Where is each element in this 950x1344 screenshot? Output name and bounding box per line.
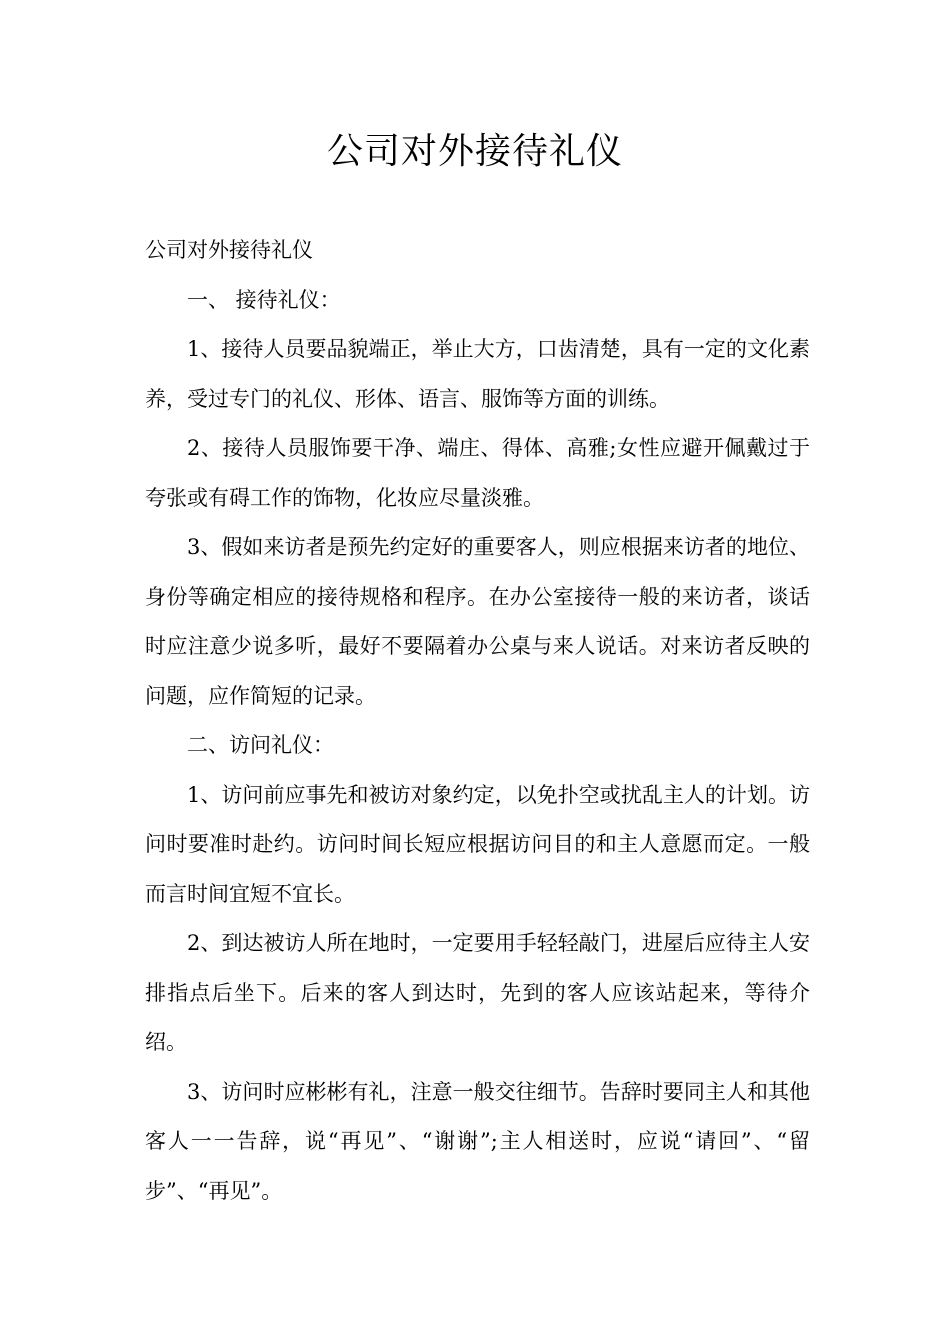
reception-item-1: 1、接待人员要品貌端正，举止大方，口齿清楚，具有一定的文化素养，受过专门的礼仪、形体、语言、服饰等方面的训练。 xyxy=(145,337,810,411)
visit-item-1: 1、访问前应事先和被访对象约定，以免扑空或扰乱主人的计划。访问时要准时赴约。访问时间长短应根据访问目的和主人意愿而定。一般而言时间宜短不宜长。 xyxy=(145,782,810,906)
reception-item-3: 3、假如来访者是预先约定好的重要客人，则应根据来访者的地位、身份等确定相应的接待规格和程序。在办公室接待一般的来访者，谈话时应注意少说多听，最好不要隔着办公桌与来人说话。对来访者反映的问题，应作简短的记录。 xyxy=(145,535,810,708)
reception-item-2: 2、接待人员服饰要干净、端庄、得体、高雅;女性应避开佩戴过于夸张或有碍工作的饰物，化妆应尽量淡雅。 xyxy=(145,436,810,510)
section-heading-reception: 一、 接待礼仪： xyxy=(187,287,341,312)
visit-item-3: 3、访问时应彬彬有礼，注意一般交往细节。告辞时要同主人和其他客人一一告辞，说“再见”、“谢谢”;主人相送时，应说“请回”、“留步”、“再见”。 xyxy=(145,1079,810,1203)
document-body xyxy=(145,226,810,1216)
section-heading-visit: 二、访问礼仪： xyxy=(187,733,334,757)
document-title: 公司对外接待礼仪 xyxy=(326,131,623,172)
document-subtitle: 公司对外接待礼仪 xyxy=(145,238,313,262)
visit-item-2: 2、到达被访人所在地时，一定要用手轻轻敲门，进屋后应待主人安排指点后坐下。后来的客人到达时，先到的客人应该站起来，等待介绍。 xyxy=(145,931,810,1054)
